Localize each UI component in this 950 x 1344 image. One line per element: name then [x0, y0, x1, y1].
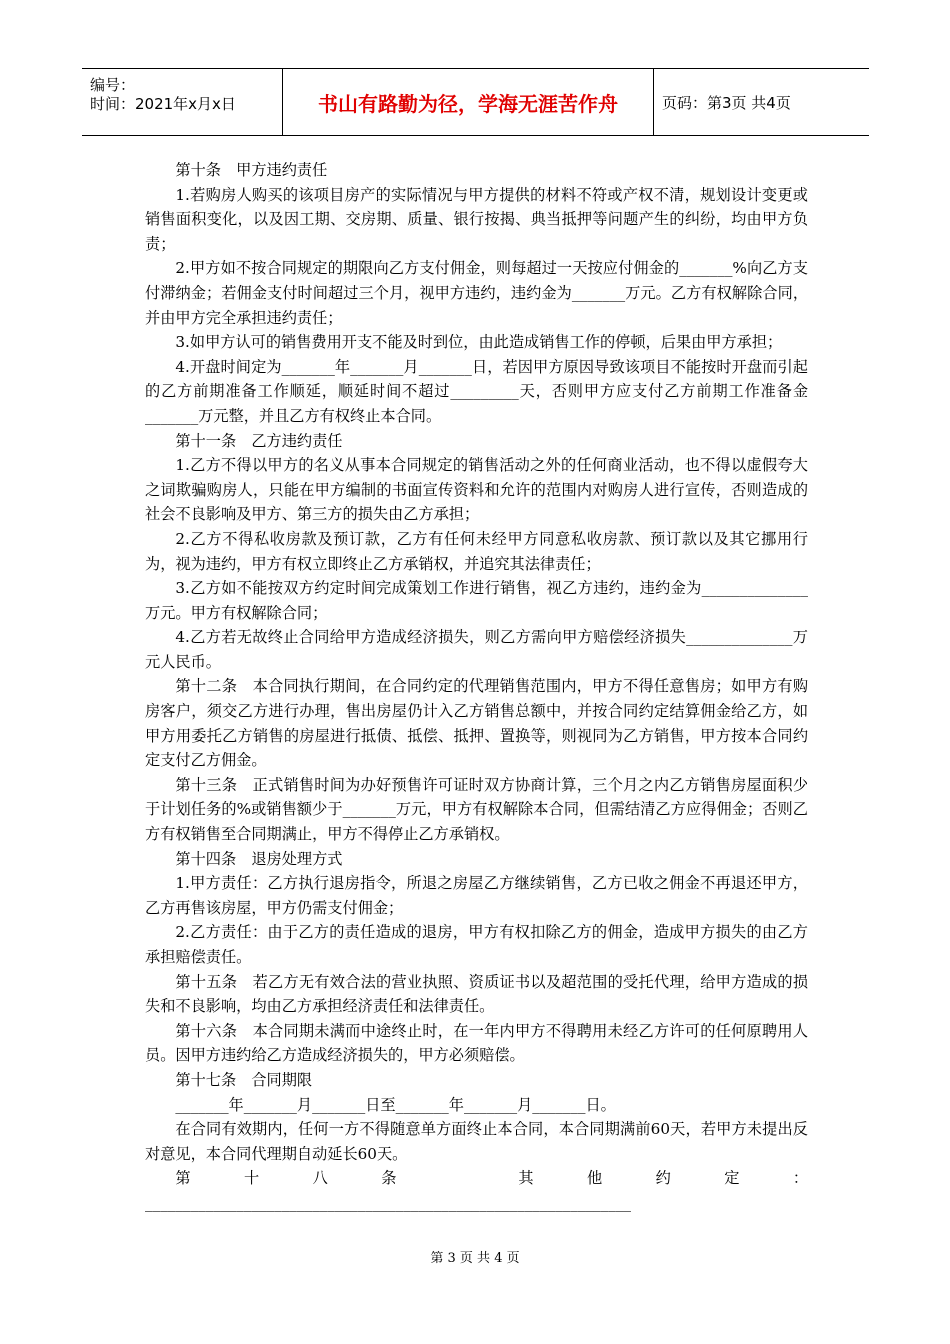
article-10-heading: 第十条 甲方违约责任 — [175, 161, 328, 179]
contract-body — [145, 158, 808, 1216]
clause-paragraph: 4.乙方若无故终止合同给甲方造成经济损失，则乙方需向甲方赔偿经济损失______________万元人民币。 — [145, 628, 808, 671]
clause-paragraph: 在合同有效期内，任何一方不得随意单方面终止本合同，本合同期满前60天，若甲方未提出反对意见，本合同代理期自动延长60天。 — [145, 1120, 808, 1163]
page-footer: 第 3 页 共 4 页 — [430, 1251, 520, 1266]
header-motto: 书山有路勤为径，学海无涯苦作舟 — [283, 69, 654, 135]
page-header — [82, 68, 869, 136]
clause-paragraph: 1.若购房人购买的该项目房产的实际情况与甲方提供的材料不符或产权不清，规划设计变更或销售面积变化，以及因工期、交房期、质量、银行按揭、典当抵押等问题产生的纠纷，均由甲方负责； — [145, 185, 808, 253]
clause-paragraph: 2.甲方如不按合同规定的期限向乙方支付佣金，则每超过一天按应付佣金的_______%向乙方支付滞纳金；若佣金支付时间超过三个月，视甲方违约，违约金为_______万元。乙方有权解除合同，并由甲方完全承担违约责任； — [145, 259, 808, 327]
article-13: 第十三条 正式销售时间为办好预售许可证时双方协商计算，三个月之内乙方销售房屋面积少于计划任务的%或销售额少于_______万元，甲方有权解除本合同，但需结清乙方应得佣金；否则乙方有权销售至合同期满止，甲方不得停止乙方承销权。 — [145, 775, 808, 844]
clause-paragraph: 3.乙方如不能按双方约定时间完成策划工作进行销售，视乙方违约，违约金为______________万元。甲方有权解除合同； — [145, 579, 808, 622]
article-14-heading: 第十四条 退房处理方式 — [175, 849, 343, 868]
contract-period-line: _______年_______月_______日至_______年_______月_______日。 — [175, 1095, 616, 1114]
clause-paragraph: 4.开盘时间定为_______年_______月_______日，若因甲方原因导致该项目不能按时开盘而引起的乙方前期准备工作顺延，顺延时间不超过_________天，否则甲方应支付乙方前期工作准备金_______万元整，并且乙方有权终止本合同。 — [145, 357, 808, 425]
clause-paragraph: 2.乙方不得私收房款及预订款，乙方有任何未经甲方同意私收房款、预订款以及其它挪用行为，视为违约，甲方有权立即终止乙方承销权，并追究其法律责任； — [145, 529, 808, 573]
clause-paragraph: 1.乙方不得以甲方的名义从事本合同规定的销售活动之外的任何商业活动，也不得以虚假夸大之词欺骗购房人，只能在甲方编制的书面宣传资料和允许的范围内对购房人进行宣传，否则造成的社会不良影响及甲方、第三方的损失由乙方承担； — [145, 456, 808, 524]
article-11-heading: 第十一条 乙方违约责任 — [175, 431, 343, 450]
article-15: 第十五条 若乙方无有效合法的营业执照、资质证书以及超范围的受托代理，给甲方造成的损失和不良影响，均由乙方承担经济责任和法律责任。 — [145, 972, 808, 1016]
clause-paragraph: 1.甲方责任：乙方执行退房指令，所退之房屋乙方继续销售，乙方已收之佣金不再退还甲方，乙方再售该房屋，甲方仍需支付佣金； — [145, 874, 808, 917]
article-16: 第十六条 本合同期未满而中途终止时，在一年内甲方不得聘用未经乙方许可的任何原聘用人员。因甲方违约给乙方造成经济损失的，甲方必须赔偿。 — [145, 1021, 808, 1065]
serial-number-label: 编号： — [90, 76, 136, 94]
article-18: 第十八条 其他约定：________________________________________________________________ — [145, 1169, 808, 1212]
article-17-heading: 第十七条 合同期限 — [175, 1070, 313, 1089]
clause-paragraph: 3.如甲方认可的销售费用开支不能及时到位，由此造成销售工作的停顿，后果由甲方承担； — [175, 333, 783, 352]
header-info-cell — [82, 69, 283, 135]
date-label: 时间：2021年x月x日 — [90, 95, 236, 113]
clause-paragraph: 2.乙方责任：由于乙方的责任造成的退房，甲方有权扣除乙方的佣金，造成甲方损失的由乙方承担赔偿责任。 — [145, 923, 808, 966]
header-page-code: 页码：第3页 共4页 — [662, 93, 791, 112]
article-12: 第十二条 本合同执行期间，在合同约定的代理销售范围内，甲方不得任意售房；如甲方有购房客户，须交乙方进行办理，售出房屋仍计入乙方销售总额中，并按合同约定结算佣金给乙方，如甲方用委托乙方销售的房屋进行抵债、抵偿、抵押、置换等，则视同为乙方销售，甲方按本合同约定支付乙方佣金。 — [145, 677, 808, 770]
